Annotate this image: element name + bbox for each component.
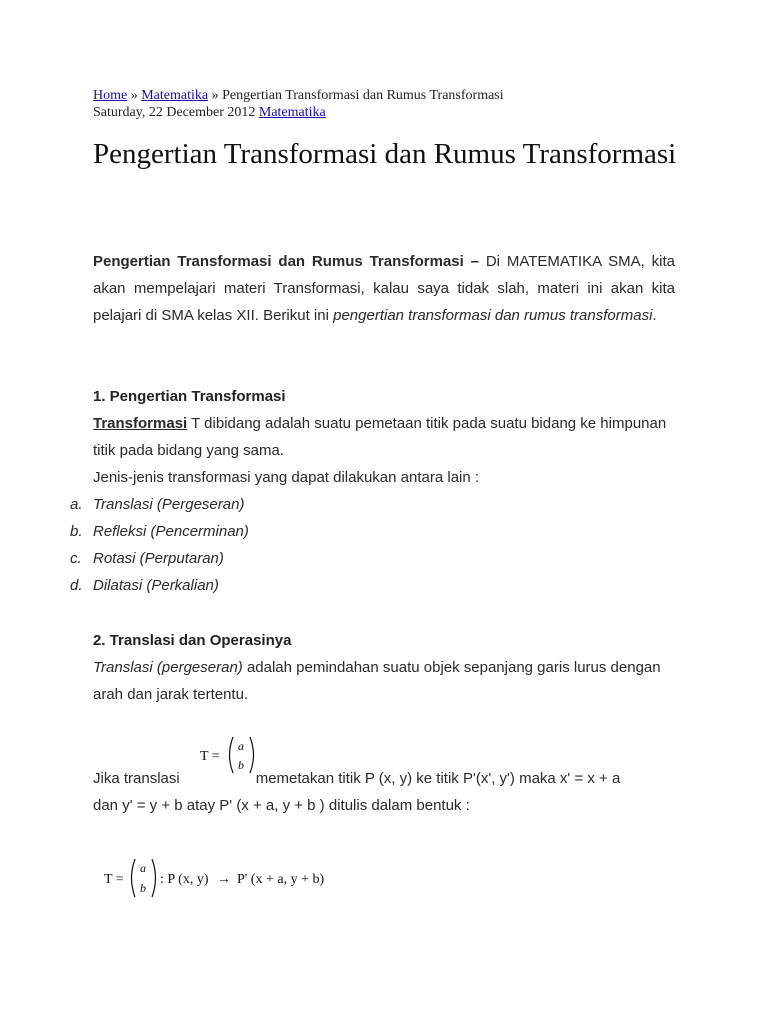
section-2-def-text: adalah pemindahan suatu objek sepanjang garis lurus dengan arah dan jarak tertentu. bbox=[93, 659, 661, 703]
list-item bbox=[70, 491, 670, 518]
list-marker: a. bbox=[70, 496, 83, 513]
vector-b: b bbox=[140, 881, 146, 895]
section-2 bbox=[93, 627, 675, 708]
intro-paragraph bbox=[93, 248, 675, 329]
mapping-svg bbox=[104, 855, 354, 901]
list-marker: d. bbox=[70, 577, 83, 594]
list-item bbox=[70, 572, 670, 599]
section-1-lead: Jenis-jenis transformasi yang dapat dilakukan antara lain : bbox=[93, 469, 480, 486]
left-paren-icon bbox=[132, 859, 136, 897]
intro-bold: Pengertian Transformasi dan Rumus Transformasi – bbox=[93, 253, 479, 270]
line3-start: Jika translasi bbox=[93, 770, 180, 787]
vector-b: b bbox=[238, 758, 244, 772]
section-1-heading: 1. Pengertian Transformasi bbox=[93, 388, 286, 405]
transformation-list bbox=[70, 491, 670, 599]
vector-a: a bbox=[238, 739, 244, 753]
formula2-p: : P (x, y) bbox=[160, 872, 209, 887]
breadcrumb-category-link[interactable]: Matematika bbox=[141, 88, 209, 103]
breadcrumb-home-link[interactable]: Home bbox=[93, 88, 128, 103]
intro-italic: pengertian transformasi dan rumus transformasi bbox=[333, 307, 653, 324]
section-2-definition bbox=[93, 654, 675, 708]
vector-a: a bbox=[140, 861, 146, 875]
post-label-link[interactable]: Matematika bbox=[258, 105, 326, 120]
list-marker: c. bbox=[70, 550, 82, 567]
breadcrumb-current: Pengertian Transformasi dan Rumus Transformasi bbox=[222, 88, 504, 103]
right-paren-icon bbox=[152, 859, 156, 897]
term-translasi: Translasi (pergeseran) bbox=[93, 659, 243, 676]
translation-mapping-formula bbox=[104, 855, 354, 906]
breadcrumb-separator: » bbox=[208, 88, 223, 103]
list-item-text: Refleksi (Pencerminan) bbox=[93, 523, 249, 540]
arrow-icon: → bbox=[217, 872, 231, 887]
section-2-line-4: dan y' = y + b atay P' (x + a, y + b ) ditulis dalam bentuk : bbox=[93, 797, 470, 814]
section-1-def-text: T dibidang adalah suatu pemetaan titik pada suatu bidang ke himpunan titik pada bidang yang sama. bbox=[93, 415, 667, 459]
list-item-text: Dilatasi (Perkalian) bbox=[93, 577, 219, 594]
section-1-definition bbox=[93, 410, 675, 464]
formula2-result: P' (x + a, y + b) bbox=[237, 872, 325, 887]
section-1 bbox=[93, 383, 675, 491]
line3-end: memetakan titik P (x, y) ke titik P'(x', y') maka x' = x + a bbox=[255, 770, 621, 787]
intro-text: Di MATEMATIKA SMA, kita akan mempelajari materi Transformasi, kalau saya tidak slah, materi ini akan kita pelajari di SMA kelas XII. Berikut ini bbox=[93, 253, 675, 324]
section-2-line-3 bbox=[93, 765, 683, 792]
list-item-text: Rotasi (Perputaran) bbox=[93, 550, 224, 567]
intro-end: . bbox=[652, 307, 657, 324]
section-2-heading: 2. Translasi dan Operasinya bbox=[93, 632, 292, 649]
breadcrumb-separator: » bbox=[127, 88, 142, 103]
list-item-text: Translasi (Pergeseran) bbox=[93, 496, 245, 513]
term-transformasi: Transformasi bbox=[93, 415, 188, 432]
page-title: Pengertian Transformasi dan Rumus Transformasi bbox=[93, 138, 677, 170]
list-marker: b. bbox=[70, 523, 83, 540]
list-item bbox=[70, 545, 670, 572]
formula-lhs: T = bbox=[200, 749, 220, 764]
breadcrumb bbox=[93, 87, 693, 121]
formula2-lhs: T = bbox=[104, 872, 124, 887]
post-date: Saturday, 22 December 2012 bbox=[93, 105, 259, 120]
post-meta bbox=[93, 104, 693, 121]
list-item bbox=[70, 518, 670, 545]
